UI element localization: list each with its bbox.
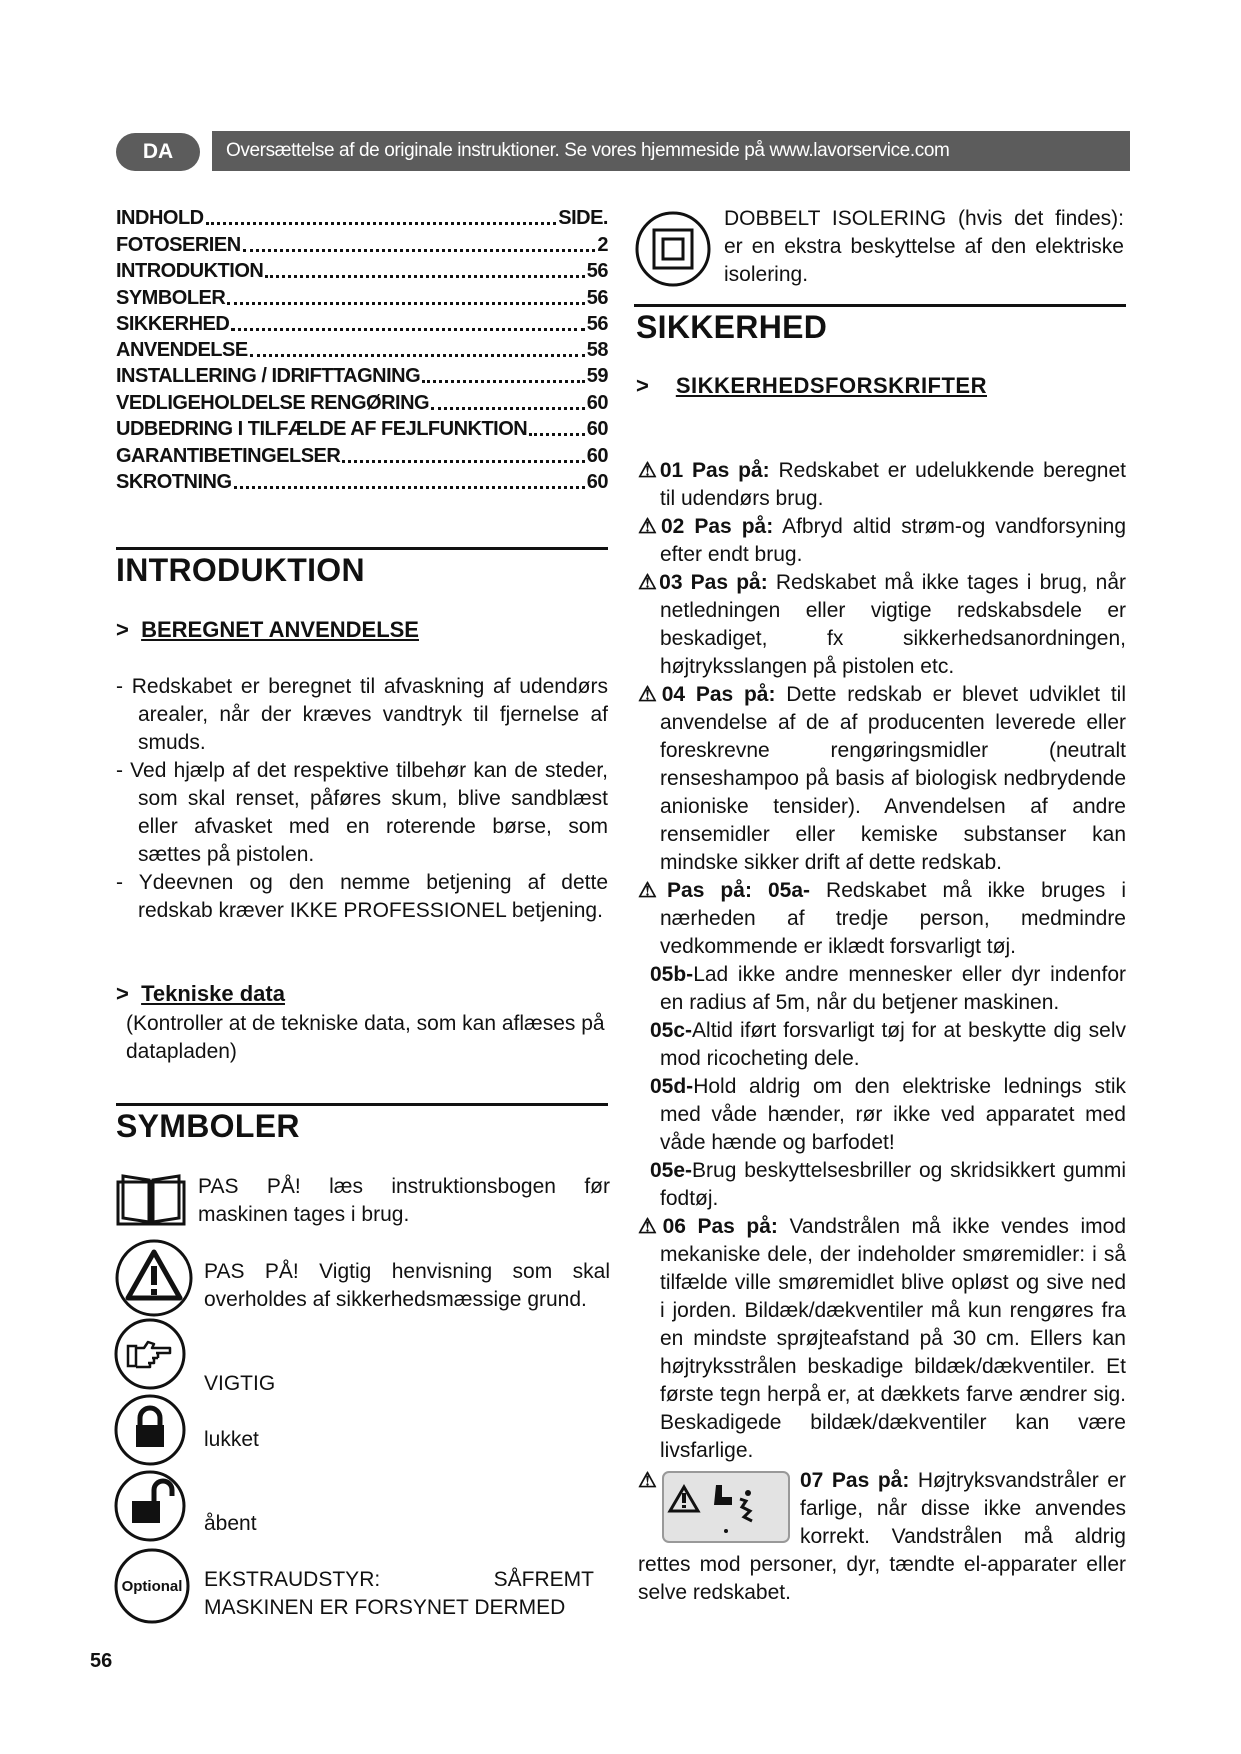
rule-text: Altid iført forsvarligt tøj for at beskytte dig selv mod ricocheting dele. <box>660 1019 1126 1070</box>
section-rule <box>116 1103 608 1106</box>
techdata-note: (Kontroller at de tekniske data, som kan aflæses på datapladen) <box>126 1012 605 1063</box>
safety-rules <box>638 457 1126 1607</box>
optional-icon-label: Optional <box>121 1578 183 1595</box>
toc-page: SIDE. <box>558 207 608 229</box>
double-insulation-text: DOBBELT ISOLERING (hvis det findes): er en ekstra beskyttelse af den elektriske isolering. <box>724 207 1124 286</box>
safety-rule-05e <box>638 1157 1126 1213</box>
rule-text: Redskabet er udelukkende beregnet til udendørs brug. <box>660 459 1126 510</box>
toc-title: SKROTNING <box>116 471 232 493</box>
toc-page: 56 <box>586 260 608 282</box>
intro-subheading-usage <box>116 617 419 643</box>
lock-closed-icon <box>114 1394 186 1466</box>
safety-rule-07 <box>638 1467 1126 1607</box>
safety-rule-01 <box>638 457 1126 513</box>
symbol-desc-locked: lukket <box>204 1428 259 1451</box>
toc-title: FOTOSERIEN <box>116 234 241 256</box>
safety-rule-05b <box>638 961 1126 1017</box>
toc-title: INDHOLD <box>116 207 204 229</box>
safety-subheading <box>636 373 987 399</box>
toc-row <box>116 443 608 469</box>
toc-title: GARANTIBETINGELSER <box>116 445 341 467</box>
intro-title: INTRODUKTION <box>116 552 365 588</box>
warning-icon: ⚠ <box>638 683 662 706</box>
intro-bullets <box>116 673 608 925</box>
rule-label: 05b- <box>650 963 694 986</box>
toc-leader <box>227 302 584 305</box>
toc-row <box>116 311 608 337</box>
toc-page: 59 <box>586 365 608 387</box>
toc-title: INTRODUKTION <box>116 260 264 282</box>
rule-label: 06 Pas på: <box>662 1215 778 1238</box>
toc-leader <box>529 433 585 436</box>
list-item: - Ved hjælp af det respektive tilbehør kan de steder, som skal renset, påføres skum, blive sandblæst eller afvasket med en roterende børse, som sættes på pistolen. <box>116 759 608 866</box>
safety-rule-06 <box>638 1213 1126 1465</box>
toc-title: ANVENDELSE <box>116 339 248 361</box>
lock-open-icon <box>114 1470 186 1542</box>
intro-subheading-techdata <box>116 981 285 1007</box>
safety-rule-04 <box>638 681 1126 877</box>
toc-title: INSTALLERING / IDRIFTTAGNING <box>116 365 421 387</box>
section-rule <box>116 547 608 550</box>
toc-page: 56 <box>586 287 608 309</box>
toc-page: 60 <box>586 418 608 440</box>
warning-icon <box>114 1238 194 1318</box>
toc-title: SIKKERHED <box>116 313 230 335</box>
toc-page: 56 <box>586 313 608 335</box>
heading-marker: > <box>116 617 129 642</box>
safety-title: SIKKERHED <box>636 309 828 345</box>
toc-row <box>116 416 608 442</box>
toc-page: 60 <box>586 392 608 414</box>
toc-row <box>116 337 608 363</box>
rule-label: 01 Pas på: <box>659 459 770 482</box>
toc-row <box>116 469 608 495</box>
subheading-text: BEREGNET ANVENDELSE <box>141 617 419 642</box>
safety-rule-05a <box>638 877 1126 961</box>
rule-text: Højtryksvandstråler er farlige, når disse ikke anvendes korrekt. Vandstrålen må aldrig rettes mod personer, dyr, tændte el-apparater eller selve redskabet. <box>638 1469 1126 1604</box>
warning-icon: ⚠ <box>638 515 661 538</box>
language-badge: DA <box>116 133 200 171</box>
safety-rule-02 <box>638 513 1126 569</box>
spray-hazard-icon <box>662 1471 790 1543</box>
header-text: Oversættelse af de originale instruktioner. Se vores hjemmeside på www.lavorservice.com <box>226 140 950 161</box>
list-item: - Ydeevnen og den nemme betjening af dette redskab kræver IKKE PROFESSIONEL betjening. <box>116 871 608 922</box>
optional-icon <box>114 1548 190 1624</box>
rule-label: 03 Pas på: <box>659 571 768 594</box>
toc-leader <box>422 380 585 383</box>
rule-text: Lad ikke andre mennesker eller dyr indenfor en radius af 5m, når du betjener maskinen. <box>660 963 1126 1014</box>
page-number: 56 <box>90 1650 113 1672</box>
toc-leader <box>431 407 585 410</box>
symbol-desc-manual: PAS PÅ! læs instruktionsbogen før maskinen tages i brug. <box>198 1175 610 1226</box>
toc-page: 58 <box>586 339 608 361</box>
rule-text: Dette redskab er blevet udviklet til anvendelse af de af producenten leverede eller foreskrevne rengøringsmidler (neutralt renseshampoo på basis af biologisk nedbrydende anioniske tensider). Anvendelsen af andre rensemidler eller kemiske substanser kan mindske sikker drift af dette redskab. <box>660 683 1126 874</box>
toc-row <box>116 232 608 258</box>
rule-label: 05d- <box>650 1075 694 1098</box>
subheading-text: Tekniske data <box>141 981 285 1006</box>
toc-title: SYMBOLER <box>116 287 226 309</box>
symbol-desc-optional: EKSTRAUDSTYR: SÅFREMT MASKINEN ER FORSYNET DERMED <box>204 1568 594 1619</box>
rule-label: 04 Pas på: <box>661 683 776 706</box>
subheading-text: SIKKERHEDSFORSKRIFTER <box>675 373 987 398</box>
toc-row <box>116 205 608 231</box>
symbol-desc-warning: PAS PÅ! Vigtig henvisning som skal overholdes af sikkerhedsmæssige grund. <box>204 1260 610 1311</box>
rule-text: Hold aldrig om den elektriske lednings stik med våde hænder, rør ikke ved apparatet med våde hænde og barfodet! <box>660 1075 1126 1154</box>
rule-label: 07 Pas på: <box>800 1469 910 1492</box>
warning-icon: ⚠ <box>638 1469 657 1492</box>
toc-page: 2 <box>597 234 608 256</box>
toc-row <box>116 285 608 311</box>
symbol-desc-open: åbent <box>204 1512 257 1535</box>
symbol-desc-important: VIGTIG <box>204 1372 276 1395</box>
rule-label: Pas på: 05a- <box>667 879 810 902</box>
toc-page: 60 <box>586 445 608 467</box>
warning-icon: ⚠ <box>638 459 660 482</box>
safety-rule-05c <box>638 1017 1126 1073</box>
rule-text: Redskabet må ikke tages i brug, når netledningen eller vigtige redskabsdele er beskadiget, fx sikkerhedsanordningen, højtryksslangen på pistolen etc. <box>660 571 1126 678</box>
toc-leader <box>234 486 585 489</box>
rule-text: Brug beskyttelsesbriller og skridsikkert gummi fodtøj. <box>660 1159 1126 1210</box>
toc-leader <box>231 328 584 331</box>
toc-leader <box>206 222 557 225</box>
heading-marker: > <box>636 373 650 398</box>
toc-page: 60 <box>586 471 608 493</box>
toc-title: UDBEDRING I TILFÆLDE AF FEJLFUNKTION <box>116 418 528 440</box>
rule-label: 02 Pas på: <box>661 515 774 538</box>
safety-rule-03 <box>638 569 1126 681</box>
toc-row <box>116 363 608 389</box>
safety-rule-05d <box>638 1073 1126 1157</box>
toc-row <box>116 258 608 284</box>
toc-row <box>116 390 608 416</box>
toc-leader <box>250 354 585 357</box>
warning-icon: ⚠ <box>638 571 660 594</box>
rule-label: 05e- <box>650 1159 693 1182</box>
double-insulation-icon <box>634 210 712 288</box>
list-item: - Redskabet er beregnet til afvaskning af udendørs arealer, når der kræves vandtryk til fjernelse af smuds. <box>116 675 608 754</box>
rule-07-figure <box>638 1467 796 1551</box>
rule-text: Vandstrålen må ikke vendes imod mekaniske dele, der indeholder smøremidler: i så tilfælde ville smøremidlet blive opløst og sive ned i jorden. Bildæk/dækventiler må kun rengøres fra en mindste sprøjteafstand på 30 cm. Ellers kan højtryksstrålen beskadige bildæk/dækventiler. Et første tegn herpå er, at dækkets farve ændrer sig. Beskadigede bildæk/dækventiler kan være livsfarlige. <box>660 1215 1126 1462</box>
rule-text: Redskabet må ikke bruges i nærheden af tredje person, medmindre vedkommende er iklædt forsvarligt tøj. <box>660 879 1126 958</box>
heading-marker: > <box>116 981 129 1006</box>
warning-icon: ⚠ <box>638 1215 663 1238</box>
toc-leader <box>265 275 584 278</box>
section-rule <box>634 304 1126 307</box>
book-icon <box>116 1168 186 1226</box>
toc-leader <box>243 249 596 252</box>
symbols-title: SYMBOLER <box>116 1108 300 1144</box>
warning-icon: ⚠ <box>638 879 668 902</box>
rule-text: Afbryd altid strøm-og vandforsyning efter endt brug. <box>660 515 1127 566</box>
pointing-hand-icon <box>114 1318 186 1390</box>
toc-leader <box>342 460 584 463</box>
toc-title: VEDLIGEHOLDELSE RENGØRING <box>116 392 430 414</box>
rule-label: 05c- <box>650 1019 693 1042</box>
